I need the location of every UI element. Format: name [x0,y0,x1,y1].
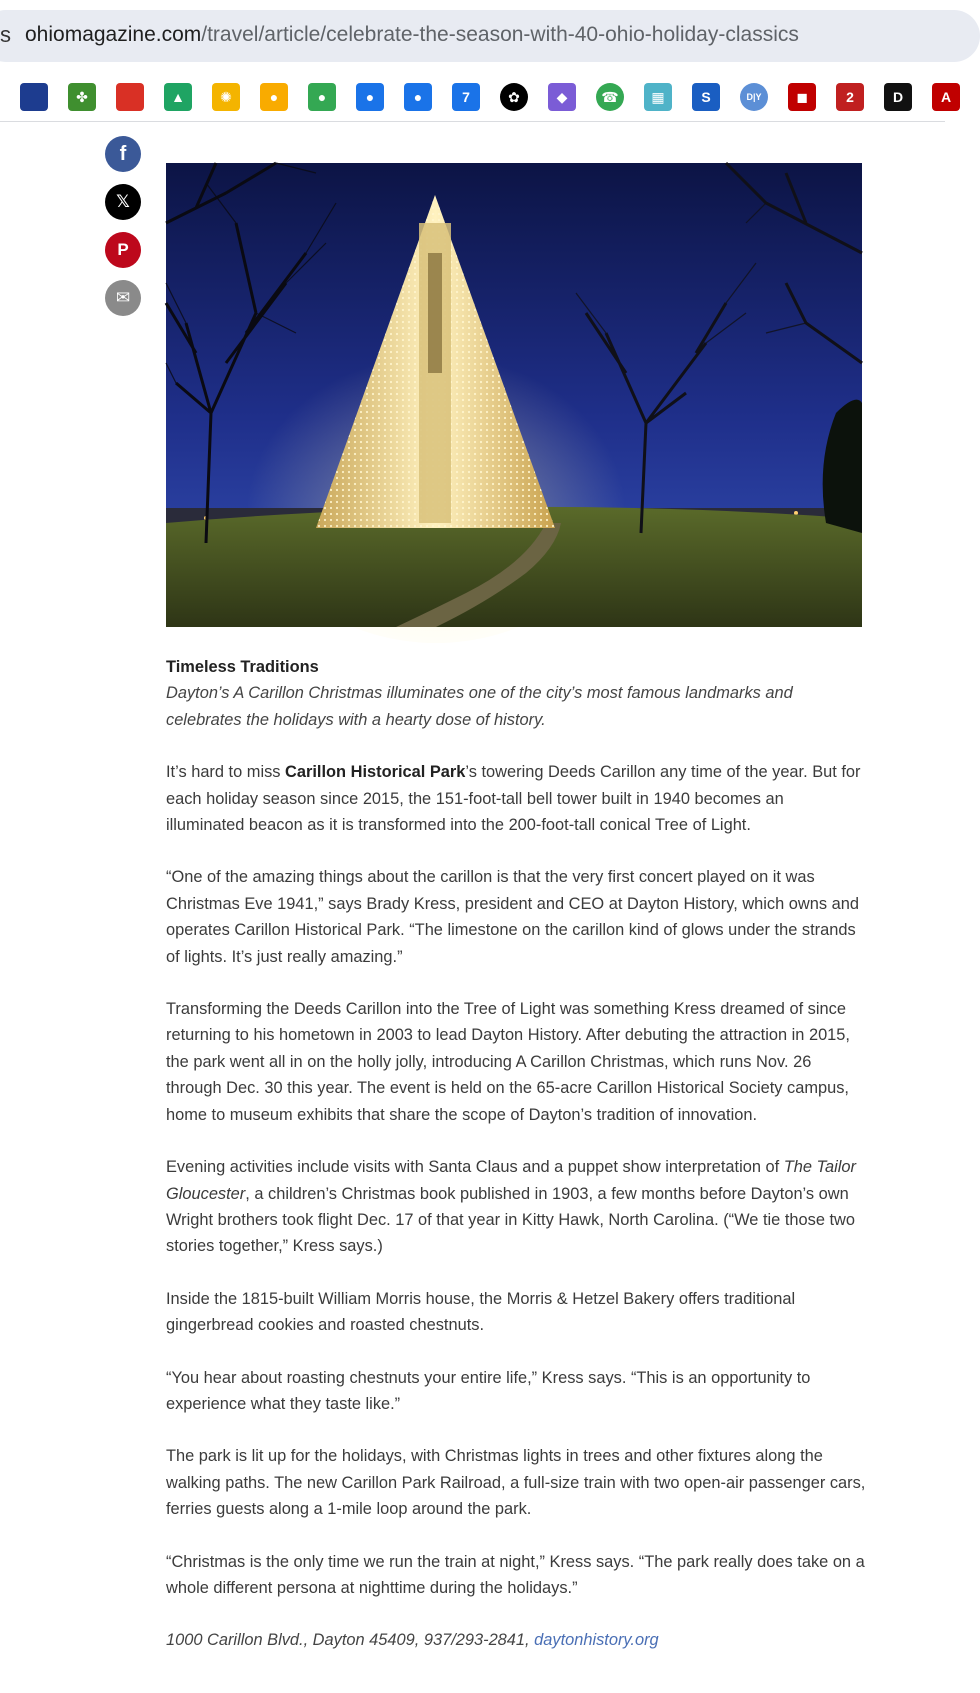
shield-icon[interactable]: ◼ [788,83,816,111]
keep-icon[interactable]: ● [260,83,288,111]
sheet-icon[interactable]: ▦ [644,83,672,111]
diy-icon[interactable]: D|Y [740,83,768,111]
p1-text-b: ’s towering Deeds Carillon any time of the year. But for each holiday season since 2015, the 151-foot-tall bell tower built in 1940 becomes an illuminated beacon as it is transformed into the 200-foot-tall conical Tree of Light. [166,763,861,835]
contacts-icon[interactable]: ● [356,83,384,111]
image-caption [166,654,866,733]
phone-icon[interactable]: ☎ [596,83,624,111]
p4-text-b: , a children’s Christmas book published in 1903, a few months before Dayton’s own Wright brothers took flight Dec. 17 of that year in Kitty Hawk, North Carolina. (“We tie those two stories together,” Kress says.) [166,1184,855,1256]
calendar-icon[interactable]: 7 [452,83,480,111]
a-logo-icon[interactable]: A [932,83,960,111]
paragraph-2: “One of the amazing things about the carillon is that the very first concert played on it was Christmas Eve 1941,” says Brady Kress, president and CEO at Dayton History, which owns and operates Carillon Historical Park. “The limestone on the carillon kind of glows under the strands of lights. It’s just really amazing.” [166,868,859,966]
caption-title: Timeless Traditions [166,658,319,676]
url-path: /travel/article/celebrate-the-season-with-40-ohio-holiday-classics [201,23,799,46]
paragraph-3: Transforming the Deeds Carillon into the Tree of Light was something Kress dreamed of since returning to his hometown in 2003 to lead Dayton History. After debuting the attraction in 2015, the park went all in on the holly jolly, introducing A Carillon Christmas, which runs Nov. 26 through Dec. 30 this year. The event is held on the 65-acre Carillon Historical Society campus, home to museum exhibits that share the scope of Dayton’s tradition of innovation. [166,1000,850,1124]
google-drive-icon[interactable]: ▲ [164,83,192,111]
facebook-share-icon[interactable]: f [105,136,141,172]
p1-text-a: It’s hard to miss [166,763,286,782]
url-domain: ohiomagazine.com [25,23,202,46]
clover-icon[interactable]: ✤ [68,83,96,111]
key-icon[interactable] [116,83,144,111]
x-share-icon[interactable]: 𝕏 [105,184,141,220]
pinwheel-icon[interactable]: ✺ [212,83,240,111]
address-line [166,1627,866,1653]
paragraph-5: Inside the 1815-built William Morris house, the Morris & Hetzel Bakery offers traditional gingerbread cookies and roasted chestnuts. [166,1289,796,1335]
email-share-icon[interactable]: ✉ [105,280,141,316]
address-text: 1000 Carillon Blvd., Dayton 45409, 937/293-2841, [166,1631,535,1650]
bookmarks-bar [0,74,952,120]
article-body [166,654,866,1680]
hero-image-carillon-tree-of-light [166,163,862,627]
channel-2-icon[interactable]: 2 [836,83,864,111]
paragraph-4 [166,1154,866,1260]
paragraph-1 [166,759,866,838]
paragraph-8: “Christmas is the only time we run the train at night,” Kress says. “The park really does take on a whole different persona at nighttime during the holidays.” [166,1552,865,1597]
openai-icon[interactable]: ✿ [500,83,528,111]
url-text[interactable] [25,23,799,47]
browser-toolbar [0,0,952,122]
book-title-italic: The Tailor Gloucester [166,1158,857,1203]
caption-description: Dayton’s A Carillon Christmas illuminates one of the city’s most famous landmarks and celebrates the holidays with a hearty dose of history. [166,684,793,729]
chat-icon[interactable]: ● [404,83,432,111]
pinterest-share-icon[interactable]: P [105,232,141,268]
p4-text-a: Evening activities include visits with Santa Claus and a puppet show interpretation of [166,1158,784,1177]
s-logo-icon[interactable]: S [692,83,720,111]
bookmark-1-icon[interactable] [20,83,48,111]
site-info-icon[interactable]: s [0,22,11,47]
toolbar-divider [0,121,945,122]
paragraph-6: “You hear about roasting chestnuts your entire life,” Kress says. “This is an opportunity to experience what they taste like.” [166,1368,811,1413]
carillon-historical-park-bold: Carillon Historical Park [285,763,466,782]
daytonhistory-link[interactable]: daytonhistory.org [534,1631,659,1650]
d-logo-icon[interactable]: D [884,83,912,111]
copilot-icon[interactable]: ◆ [548,83,576,111]
maps-icon[interactable]: ● [308,83,336,111]
paragraph-7: The park is lit up for the holidays, with Christmas lights in trees and other fixtures along the walking paths. The new Carillon Park Railroad, a full-size train with two open-air passenger cars, ferries guests along a 1-mile loop around the park. [166,1447,866,1519]
